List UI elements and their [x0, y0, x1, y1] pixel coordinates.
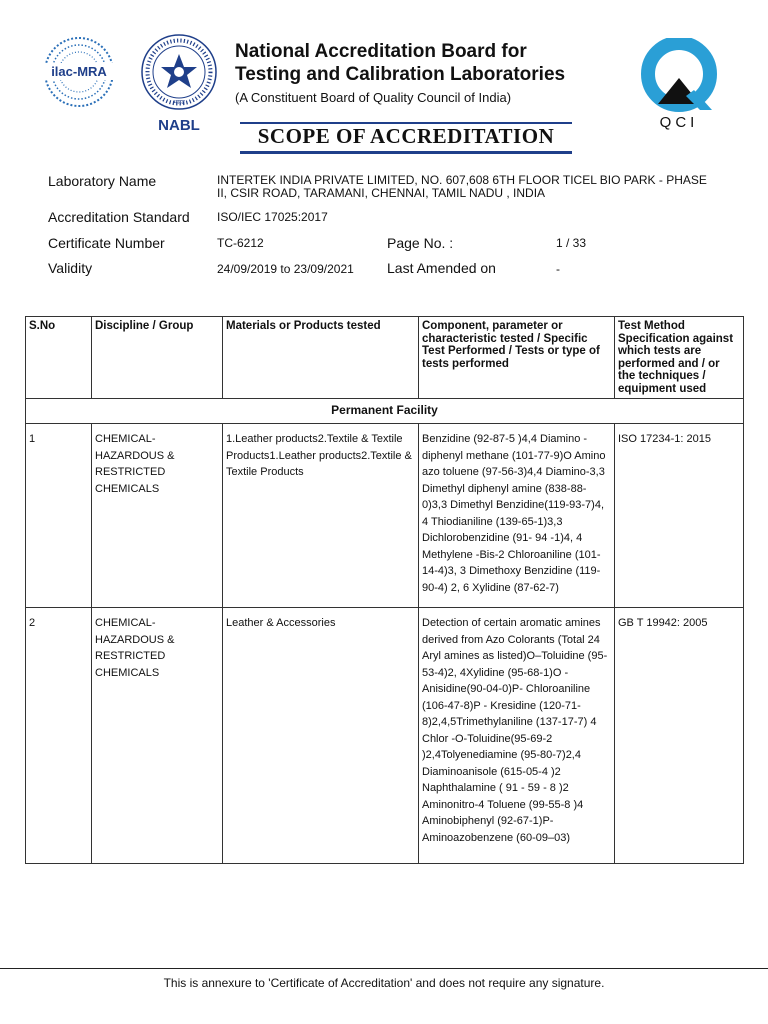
- cell-component: Detection of certain aromatic amines derived from Azo Colorants (Total 24 Aryl amines as listed)O–Toluidine (95-53-4)2, 4Xylidine (95-68-1)O -Anisidine(90-04-0)P- Chloroaniline (106-47-8)P - Kresidine (120-71-8)2,4,5Trimethylaniline (137-17-7) 4 Chlor -O-Toluidine(95-69-2 )2,4Tolyenediamine (95-80-7)2,4 Diaminoanisole (615-05-4 )2 Naphthalamine ( 91 - 59 - 8 )2 Aminonitro-4 Toluene (99-55-8 )4 Aminobiphenyl (92-67-1)P- Aminoazobenzene (60-09–03): [419, 608, 615, 864]
- lab-name-label: Laboratory Name: [48, 173, 157, 189]
- footer-note: This is annexure to 'Certificate of Accreditation' and does not require any signature.: [163, 976, 605, 990]
- table-header-row: [26, 317, 744, 399]
- header-method: Test Method Specification against which tests are performed and / or the techniques / equipment used: [615, 317, 744, 399]
- lab-name-value: INTERTEK INDIA PRIVATE LIMITED, NO. 607,608 6TH FLOOR TICEL BIO PARK - PHASE II, CSIR ROAD, TARAMANI, CHENNAI, TAMIL NADU , INDIA: [217, 173, 707, 200]
- facility-row: [26, 399, 744, 424]
- scope-title: SCOPE OF ACCREDITATION: [257, 124, 555, 148]
- ilac-logo-text: ilac-MRA: [51, 64, 107, 79]
- table-row: [26, 608, 744, 864]
- facility-label: Permanent Facility: [26, 399, 744, 424]
- header-sno: S.No: [26, 317, 92, 399]
- validity-label: Validity: [48, 260, 93, 276]
- qci-logo: [636, 38, 722, 130]
- validity-value: 24/09/2019 to 23/09/2021: [217, 262, 354, 276]
- page-number-value: 1 / 33: [556, 236, 587, 250]
- cell-discipline: CHEMICAL- HAZARDOUS & RESTRICTED CHEMICALS: [92, 424, 223, 608]
- cell-sno: 1: [26, 424, 92, 608]
- header-discipline: Discipline / Group: [92, 317, 223, 399]
- page-number-label: Page No. :: [387, 235, 454, 251]
- cell-sno: 2: [26, 608, 92, 864]
- ilac-mra-logo: [40, 36, 118, 108]
- last-amended-value: -: [556, 262, 560, 276]
- standard-label: Accreditation Standard: [48, 209, 190, 225]
- certificate-number-value: TC-6212: [217, 236, 264, 250]
- table-row: [26, 424, 744, 608]
- last-amended-label: Last Amended on: [387, 260, 496, 276]
- cell-discipline: CHEMICAL- HAZARDOUS & RESTRICTED CHEMICALS: [92, 608, 223, 864]
- header-title-line2: Testing and Calibration Laboratories: [235, 64, 566, 85]
- standard-value: ISO/IEC 17025:2017: [217, 210, 328, 224]
- cell-component: Benzidine (92-87-5 )4,4 Diamino - diphenyl methane (101-77-9)O Amino azo toluene (97-56-3)4,4 Diamino-3,3 Dimethyl diphenyl amine (838-88-0)3,3 Dimethyl Benzidine(119-93-7)4, 4 Thiodianiline (139-65-1)3,3 Dichlorobenzidine (91- 94 -1)4, 4 Methylene -Bis-2 Chloroaniline (101-14-4)3, 3 Dimethoxy Benzidine (119-90-4) 2, 6 Xylidine (87-62-7): [419, 424, 615, 608]
- nabl-logo: [136, 32, 222, 134]
- scope-table: [25, 316, 744, 864]
- footer-divider: [0, 968, 768, 969]
- header-subtitle: (A Constituent Board of Quality Council of India): [235, 90, 512, 105]
- cell-materials: Leather & Accessories: [223, 608, 419, 864]
- cell-materials: 1.Leather products2.Textile & Textile Products1.Leather products2.Textile & Textile Products: [223, 424, 419, 608]
- header-materials: Materials or Products tested: [223, 317, 419, 399]
- nabl-logo-text: NABL: [158, 117, 200, 134]
- header-title-line1: National Accreditation Board for: [235, 41, 527, 62]
- header-component: Component, parameter or characteristic tested / Specific Test Performed / Tests or type of tests performed: [419, 317, 615, 399]
- certificate-number-label: Certificate Number: [48, 235, 165, 251]
- header-title: [235, 40, 565, 86]
- qci-logo-text: QCI: [659, 114, 699, 130]
- nabl-bottom-text: भारत: [173, 99, 185, 106]
- cell-method: ISO 17234-1: 2015: [615, 424, 744, 608]
- scope-title-rule-bottom: [240, 151, 572, 154]
- cell-method: GB T 19942: 2005: [615, 608, 744, 864]
